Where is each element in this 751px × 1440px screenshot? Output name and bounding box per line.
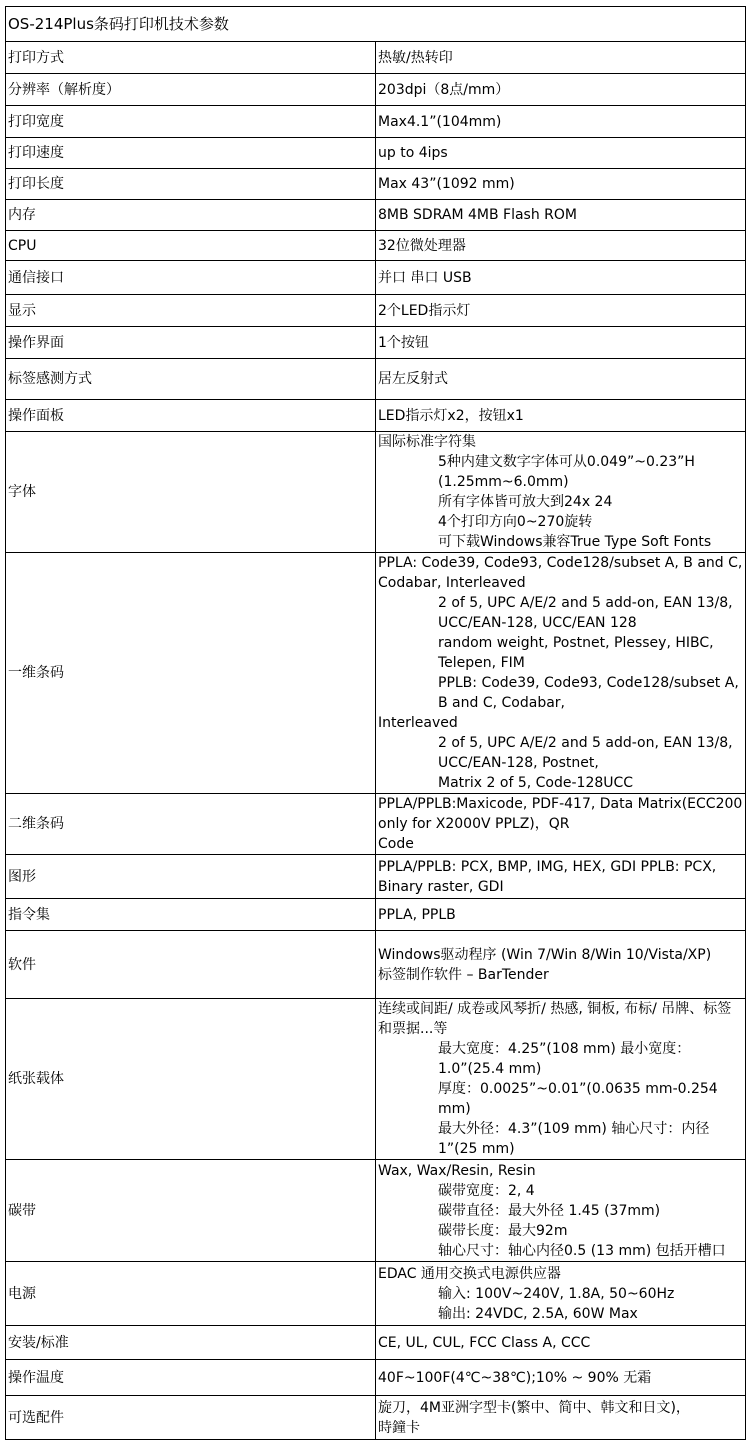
param-label: 分辨率（解析度） [6, 74, 376, 106]
table-row [6, 1360, 746, 1396]
param-value [376, 794, 746, 855]
value-line: 输出: 24VDC, 2.5A, 60W Max [438, 1305, 638, 1322]
value-line: Interleaved [378, 715, 458, 731]
value-line: 5种内建文数字字体可从0.049”~0.23”H (1.25mm~6.0mm) [438, 454, 695, 490]
param-label: CPU [6, 231, 376, 261]
value-line: 标签制作软件 – BarTender [378, 966, 549, 983]
value-line: 碳带长度：最大92m [438, 1222, 568, 1239]
param-label: 安装/标准 [6, 1326, 376, 1360]
value-line: 32位微处理器 [378, 237, 466, 254]
table-row [6, 138, 746, 169]
param-label: 一维条码 [6, 553, 376, 794]
param-value [376, 931, 746, 999]
param-value [376, 1326, 746, 1360]
param-label: 标签感测方式 [6, 359, 376, 400]
param-value [376, 200, 746, 231]
param-value [376, 106, 746, 138]
param-label: 纸张载体 [6, 999, 376, 1160]
value-line: PPLA/PPLB: PCX, BMP, IMG, HEX, GDI PPLB: PCX, Binary raster, GDI [378, 858, 717, 895]
value-line: Wax, Wax/Resin, Resin [378, 1162, 536, 1179]
spec-table [5, 6, 746, 1440]
value-line: Matrix 2 of 5, Code-128UCC [438, 775, 634, 791]
param-label: 打印方式 [6, 42, 376, 74]
value-line: 8MB SDRAM 4MB Flash ROM [378, 207, 577, 223]
value-line: random weight, Postnet, Plessey, HIBC, Telepen, FIM [438, 635, 714, 671]
value-line: 碳带宽度：2, 4 [438, 1182, 535, 1199]
table-row [6, 359, 746, 400]
value-line: CE, UL, CUL, FCC Class A, CCC [378, 1334, 591, 1351]
value-line: 最大外径：4.3”(109 mm) 轴心尺寸：内径1”(25 mm) [438, 1121, 710, 1157]
param-label: 图形 [6, 855, 376, 899]
table-row [6, 42, 746, 74]
value-line: 4个打印方向0~270旋转 [438, 514, 593, 530]
param-value [376, 553, 746, 794]
param-label: 二维条码 [6, 794, 376, 855]
param-label: 软件 [6, 931, 376, 999]
value-line: 所有字体皆可放大到24x 24 [438, 494, 613, 510]
param-label: 内存 [6, 200, 376, 231]
value-line: PPLB: Code39, Code93, Code128/subset A, B and C, Codabar, [438, 675, 739, 711]
table-row [6, 261, 746, 295]
value-line: Code [378, 836, 414, 852]
param-label: 显示 [6, 295, 376, 327]
param-value [376, 999, 746, 1160]
param-value [376, 231, 746, 261]
param-value [376, 1262, 746, 1326]
table-row [6, 200, 746, 231]
value-line: 国际标准字符集 [378, 434, 476, 450]
param-value [376, 74, 746, 106]
table-row [6, 794, 746, 855]
param-label: 操作温度 [6, 1360, 376, 1396]
value-line: 2 of 5, UPC A/E/2 and 5 add-on, EAN 13/8, UCC/EAN-128, UCC/EAN 128 [438, 595, 733, 631]
param-label: 操作面板 [6, 400, 376, 432]
param-value [376, 359, 746, 400]
value-line: up to 4ips [378, 145, 448, 161]
param-label: 打印宽度 [6, 106, 376, 138]
param-value [376, 169, 746, 200]
param-value [376, 1360, 746, 1396]
value-line: EDAC 通用交换式电源供应器 [378, 1265, 561, 1282]
value-line: Max 43”(1092 mm) [378, 176, 515, 192]
param-value [376, 1396, 746, 1440]
value-line: 连续或间距/ 成卷或风琴折/ 热感, 铜板, 布标/ 吊牌、标签和票据...等 [378, 1001, 732, 1037]
value-line: 2 of 5, UPC A/E/2 and 5 add-on, EAN 13/8, UCC/EAN-128, Postnet, [438, 735, 733, 771]
table-row [6, 106, 746, 138]
value-line: LED指示灯x2，按钮x1 [378, 407, 524, 424]
value-line: 厚度：0.0025”~0.01”(0.0635 mm-0.254 mm) [438, 1081, 718, 1117]
param-value [376, 295, 746, 327]
table-row [6, 400, 746, 432]
value-line: PPLA: Code39, Code93, Code128/subset A, B and C, Codabar, Interleaved [378, 555, 743, 591]
value-line: 碳带直径：最大外径 1.45 (37mm) [438, 1202, 661, 1219]
table-row [6, 1262, 746, 1326]
param-label: 可选配件 [6, 1396, 376, 1440]
table-row [6, 1326, 746, 1360]
table-row [6, 74, 746, 106]
param-value [376, 400, 746, 432]
table-row [6, 855, 746, 899]
value-line: PPLA, PPLB [378, 906, 456, 923]
param-value [376, 432, 746, 553]
table-title: OS-214Plus条码打印机技术参数 [6, 7, 746, 42]
param-value [376, 855, 746, 899]
param-label: 指令集 [6, 899, 376, 931]
param-label: 通信接口 [6, 261, 376, 295]
param-label: 碳带 [6, 1160, 376, 1262]
table-row [6, 432, 746, 553]
value-line: 输入: 100V~240V, 1.8A, 50~60Hz [438, 1285, 675, 1302]
table-row [6, 1396, 746, 1440]
table-row [6, 899, 746, 931]
param-value [376, 261, 746, 295]
value-line: 時鐘卡 [378, 1419, 420, 1436]
value-line: PPLA/PPLB:Maxicode, PDF-417, Data Matrix(ECC200 only for X2000V PPLZ)，QR [378, 796, 743, 832]
param-label: 字体 [6, 432, 376, 553]
param-value [376, 138, 746, 169]
table-row [6, 931, 746, 999]
value-line: Windows驱动程序 (Win 7/Win 8/Win 10/Vista/XP) [378, 946, 712, 963]
value-line: 203dpi（8点/mm） [378, 81, 510, 98]
value-line: 2个LED指示灯 [378, 302, 471, 319]
value-line: 旋刀，4M亚洲字型卡(繁中、简中、韩文和日文)， [378, 1399, 690, 1416]
param-value [376, 1160, 746, 1262]
value-line: 居左反射式 [378, 371, 448, 387]
table-row [6, 231, 746, 261]
param-value [376, 42, 746, 74]
param-value [376, 327, 746, 359]
table-row [6, 169, 746, 200]
value-line: Max4.1”(104mm) [378, 113, 502, 130]
value-line: 最大宽度：4.25”(108 mm) 最小宽度：1.0”(25.4 mm) [438, 1041, 691, 1077]
param-label: 电源 [6, 1262, 376, 1326]
param-label: 打印速度 [6, 138, 376, 169]
param-label: 打印长度 [6, 169, 376, 200]
value-line: 热敏/热转印 [378, 49, 453, 66]
value-line: 可下载Windows兼容True Type Soft Fonts [438, 534, 712, 550]
value-line: 40F~100F(4℃~38℃);10% ~ 90% 无霜 [378, 1369, 652, 1386]
table-row [6, 1160, 746, 1262]
table-row [6, 999, 746, 1160]
table-row [6, 553, 746, 794]
table-row [6, 295, 746, 327]
value-line: 1个按钮 [378, 334, 429, 351]
param-value [376, 899, 746, 931]
table-row [6, 327, 746, 359]
param-label: 操作界面 [6, 327, 376, 359]
value-line: 并口 串口 USB [378, 269, 472, 286]
value-line: 轴心尺寸：轴心内径0.5 (13 mm) 包括开槽口 [438, 1242, 726, 1259]
title-row [6, 7, 746, 42]
